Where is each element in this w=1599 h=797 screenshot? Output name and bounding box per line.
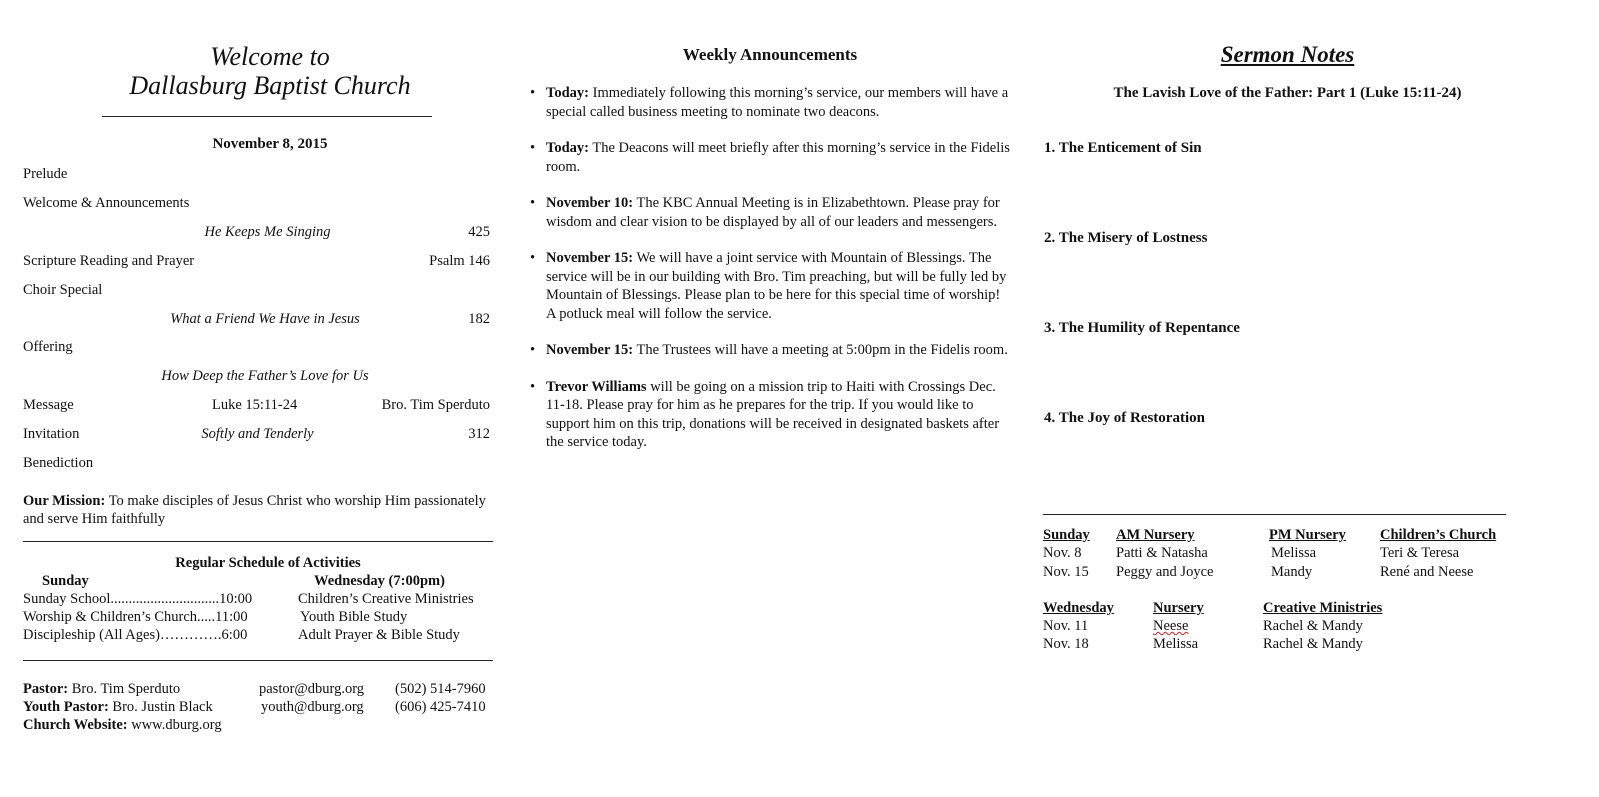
creative-ministries-volunteer: Rachel & Mandy <box>1263 618 1363 634</box>
announcement-item <box>530 341 1010 360</box>
bullet-icon: • <box>530 195 536 211</box>
hymn1-title: He Keeps Me Singing <box>204 224 331 240</box>
bullet-icon: • <box>530 378 536 395</box>
sermon-point: 2. The Misery of Lostness <box>1044 230 1208 246</box>
pastor-label: Pastor: <box>23 681 69 697</box>
order-benediction: Benediction <box>23 455 94 471</box>
childrens-church-header: Children’s Church <box>1380 527 1497 543</box>
choir-title: What a Friend We Have in Jesus <box>170 311 360 327</box>
announcement-lead: November 10: <box>546 195 634 211</box>
nursery-sunday-header: Sunday <box>1043 527 1090 543</box>
creative-ministries-volunteer: Rachel & Mandy <box>1263 636 1363 652</box>
announcement-item <box>530 249 1010 323</box>
schedule-wednesday-item: Youth Bible Study <box>300 609 408 625</box>
nursery-wednesday-header: Wednesday <box>1043 600 1114 616</box>
order-welcome: Welcome & Announcements <box>23 195 190 211</box>
nursery-date: Nov. 8 <box>1043 545 1082 561</box>
offering-title: How Deep the Father’s Love for Us <box>161 368 369 384</box>
announcement-text: We will have a joint service with Mountain of Blessings. The service will be in our building with Bro. Tim preaching, but will be fully led by Mountain of Blessings. Please plan to be here for this special time of worship! A potluck meal will follow the service. <box>546 250 1007 322</box>
scripture-reference: Psalm 146 <box>429 253 490 269</box>
sermon-point: 3. The Humility of Repentance <box>1044 320 1240 336</box>
nursery-am-header: AM Nursery <box>1116 527 1195 543</box>
announcement-item <box>530 194 1010 231</box>
order-offering: Offering <box>23 339 73 355</box>
pastor-contact <box>23 681 180 698</box>
schedule-sunday-item: Worship & Children’s Church.....11:00 <box>23 609 248 625</box>
bullet-icon: • <box>530 85 536 101</box>
nursery-pm-header: PM Nursery <box>1269 527 1346 543</box>
creative-ministries-header: Creative Ministries <box>1263 600 1383 616</box>
bullet-icon: • <box>530 140 536 156</box>
nursery-wed-volunteer: Neese <box>1153 618 1189 634</box>
announcement-lead: Today: <box>546 140 589 156</box>
welcome-heading-line1: Welcome to <box>210 42 330 71</box>
mission-label: Our Mission: <box>23 493 106 509</box>
order-choir: Choir Special <box>23 282 103 298</box>
welcome-heading-line2: Dallasburg Baptist Church <box>129 71 411 100</box>
sermon-subtitle: The Lavish Love of the Father: Part 1 (Luke 15:11-24) <box>1113 85 1462 101</box>
schedule-wednesday-header: Wednesday (7:00pm) <box>314 573 445 589</box>
message-speaker: Bro. Tim Sperduto <box>381 397 490 413</box>
order-prelude: Prelude <box>23 166 68 182</box>
nursery-pm-volunteer: Melissa <box>1271 545 1317 561</box>
announcement-text: will be going on a mission trip to Haiti with Crossings Dec. 11-18. Please pray for him as he prepares for the trip. If you would like to support him on this trip, donations will be received in designated baskets after the service today. <box>546 378 1000 450</box>
announcement-lead: Trevor Williams <box>546 378 647 395</box>
invitation-title: Softly and Tenderly <box>201 426 314 442</box>
youth-pastor-label: Youth Pastor: <box>23 699 109 715</box>
bullet-icon: • <box>530 250 536 266</box>
pastor-phone: (502) 514-7960 <box>395 681 486 697</box>
announcement-lead: November 15: <box>546 250 634 266</box>
schedule-sunday-header: Sunday <box>42 573 89 589</box>
website-link[interactable]: www.dburg.org <box>131 717 222 733</box>
order-message: Message <box>23 397 74 413</box>
nursery-am-volunteer: Peggy and Joyce <box>1116 564 1214 580</box>
hymn1-number: 425 <box>468 224 490 240</box>
schedule-divider-top <box>23 541 493 542</box>
childrens-church-volunteer: René and Neese <box>1380 564 1474 580</box>
announcement-item <box>530 139 1010 176</box>
schedule-title: Regular Schedule of Activities <box>175 555 361 571</box>
website-label: Church Website: <box>23 717 128 733</box>
youth-pastor-phone: (606) 425-7410 <box>395 699 486 715</box>
bullet-icon: • <box>530 342 536 358</box>
announcement-item <box>530 378 1010 452</box>
childrens-church-volunteer: Teri & Teresa <box>1380 545 1460 561</box>
choir-number: 182 <box>468 311 490 327</box>
service-date: November 8, 2015 <box>212 136 328 152</box>
order-scripture: Scripture Reading and Prayer <box>23 253 195 269</box>
youth-pastor-email[interactable]: youth@dburg.org <box>261 699 364 715</box>
pastor-name: Bro. Tim Sperduto <box>71 681 181 697</box>
youth-pastor-contact <box>23 699 213 716</box>
youth-pastor-name: Bro. Justin Black <box>112 699 213 715</box>
announcements-list <box>530 84 1010 470</box>
schedule-sunday-item: Sunday School..............................10:00 <box>23 591 253 607</box>
announcement-lead: November 15: <box>546 342 634 358</box>
announcement-item <box>530 84 1010 121</box>
announcements-title: Weekly Announcements <box>682 45 858 64</box>
sermon-notes-title: Sermon Notes <box>1220 42 1355 67</box>
mission-text: To make disciples of Jesus Christ who worship Him passionately and serve Him faithfully <box>23 493 486 527</box>
schedule-sunday-item: Discipleship (All Ages)………….6:00 <box>23 627 248 643</box>
announcement-lead: Today: <box>546 85 589 101</box>
nursery-pm-volunteer: Mandy <box>1271 564 1313 580</box>
mission-statement <box>23 492 493 528</box>
nursery-date: Nov. 18 <box>1043 636 1089 652</box>
sermon-point: 4. The Joy of Restoration <box>1044 410 1205 426</box>
order-invitation: Invitation <box>23 426 80 442</box>
website-contact <box>23 717 222 734</box>
announcement-text: The KBC Annual Meeting is in Elizabethtown. Please pray for wisdom and clear vision to be displayed by all of our leaders and messengers. <box>546 195 1000 230</box>
announcement-text: The Trustees will have a meeting at 5:00pm in the Fidelis room. <box>636 342 1008 358</box>
sermon-point: 1. The Enticement of Sin <box>1044 140 1202 156</box>
pastor-email[interactable]: pastor@dburg.org <box>259 681 365 697</box>
nursery-wed-header: Nursery <box>1153 600 1204 616</box>
schedule-wednesday-item: Adult Prayer & Bible Study <box>298 627 460 643</box>
nursery-date: Nov. 11 <box>1043 618 1089 634</box>
nursery-am-volunteer: Patti & Natasha <box>1116 545 1208 561</box>
invitation-number: 312 <box>468 426 490 442</box>
announcement-text: The Deacons will meet briefly after this morning’s service in the Fidelis room. <box>546 140 1010 175</box>
nursery-date: Nov. 15 <box>1043 564 1089 580</box>
schedule-wednesday-item: Children’s Creative Ministries <box>298 591 474 607</box>
nursery-wed-volunteer: Melissa <box>1153 636 1199 652</box>
nursery-divider <box>1043 514 1506 515</box>
announcement-text: Immediately following this morning’s service, our members will have a special called business meeting to nominate two deacons. <box>546 85 1009 120</box>
heading-divider <box>102 116 432 117</box>
message-reference: Luke 15:11-24 <box>212 397 298 413</box>
schedule-divider-bottom <box>23 660 493 661</box>
